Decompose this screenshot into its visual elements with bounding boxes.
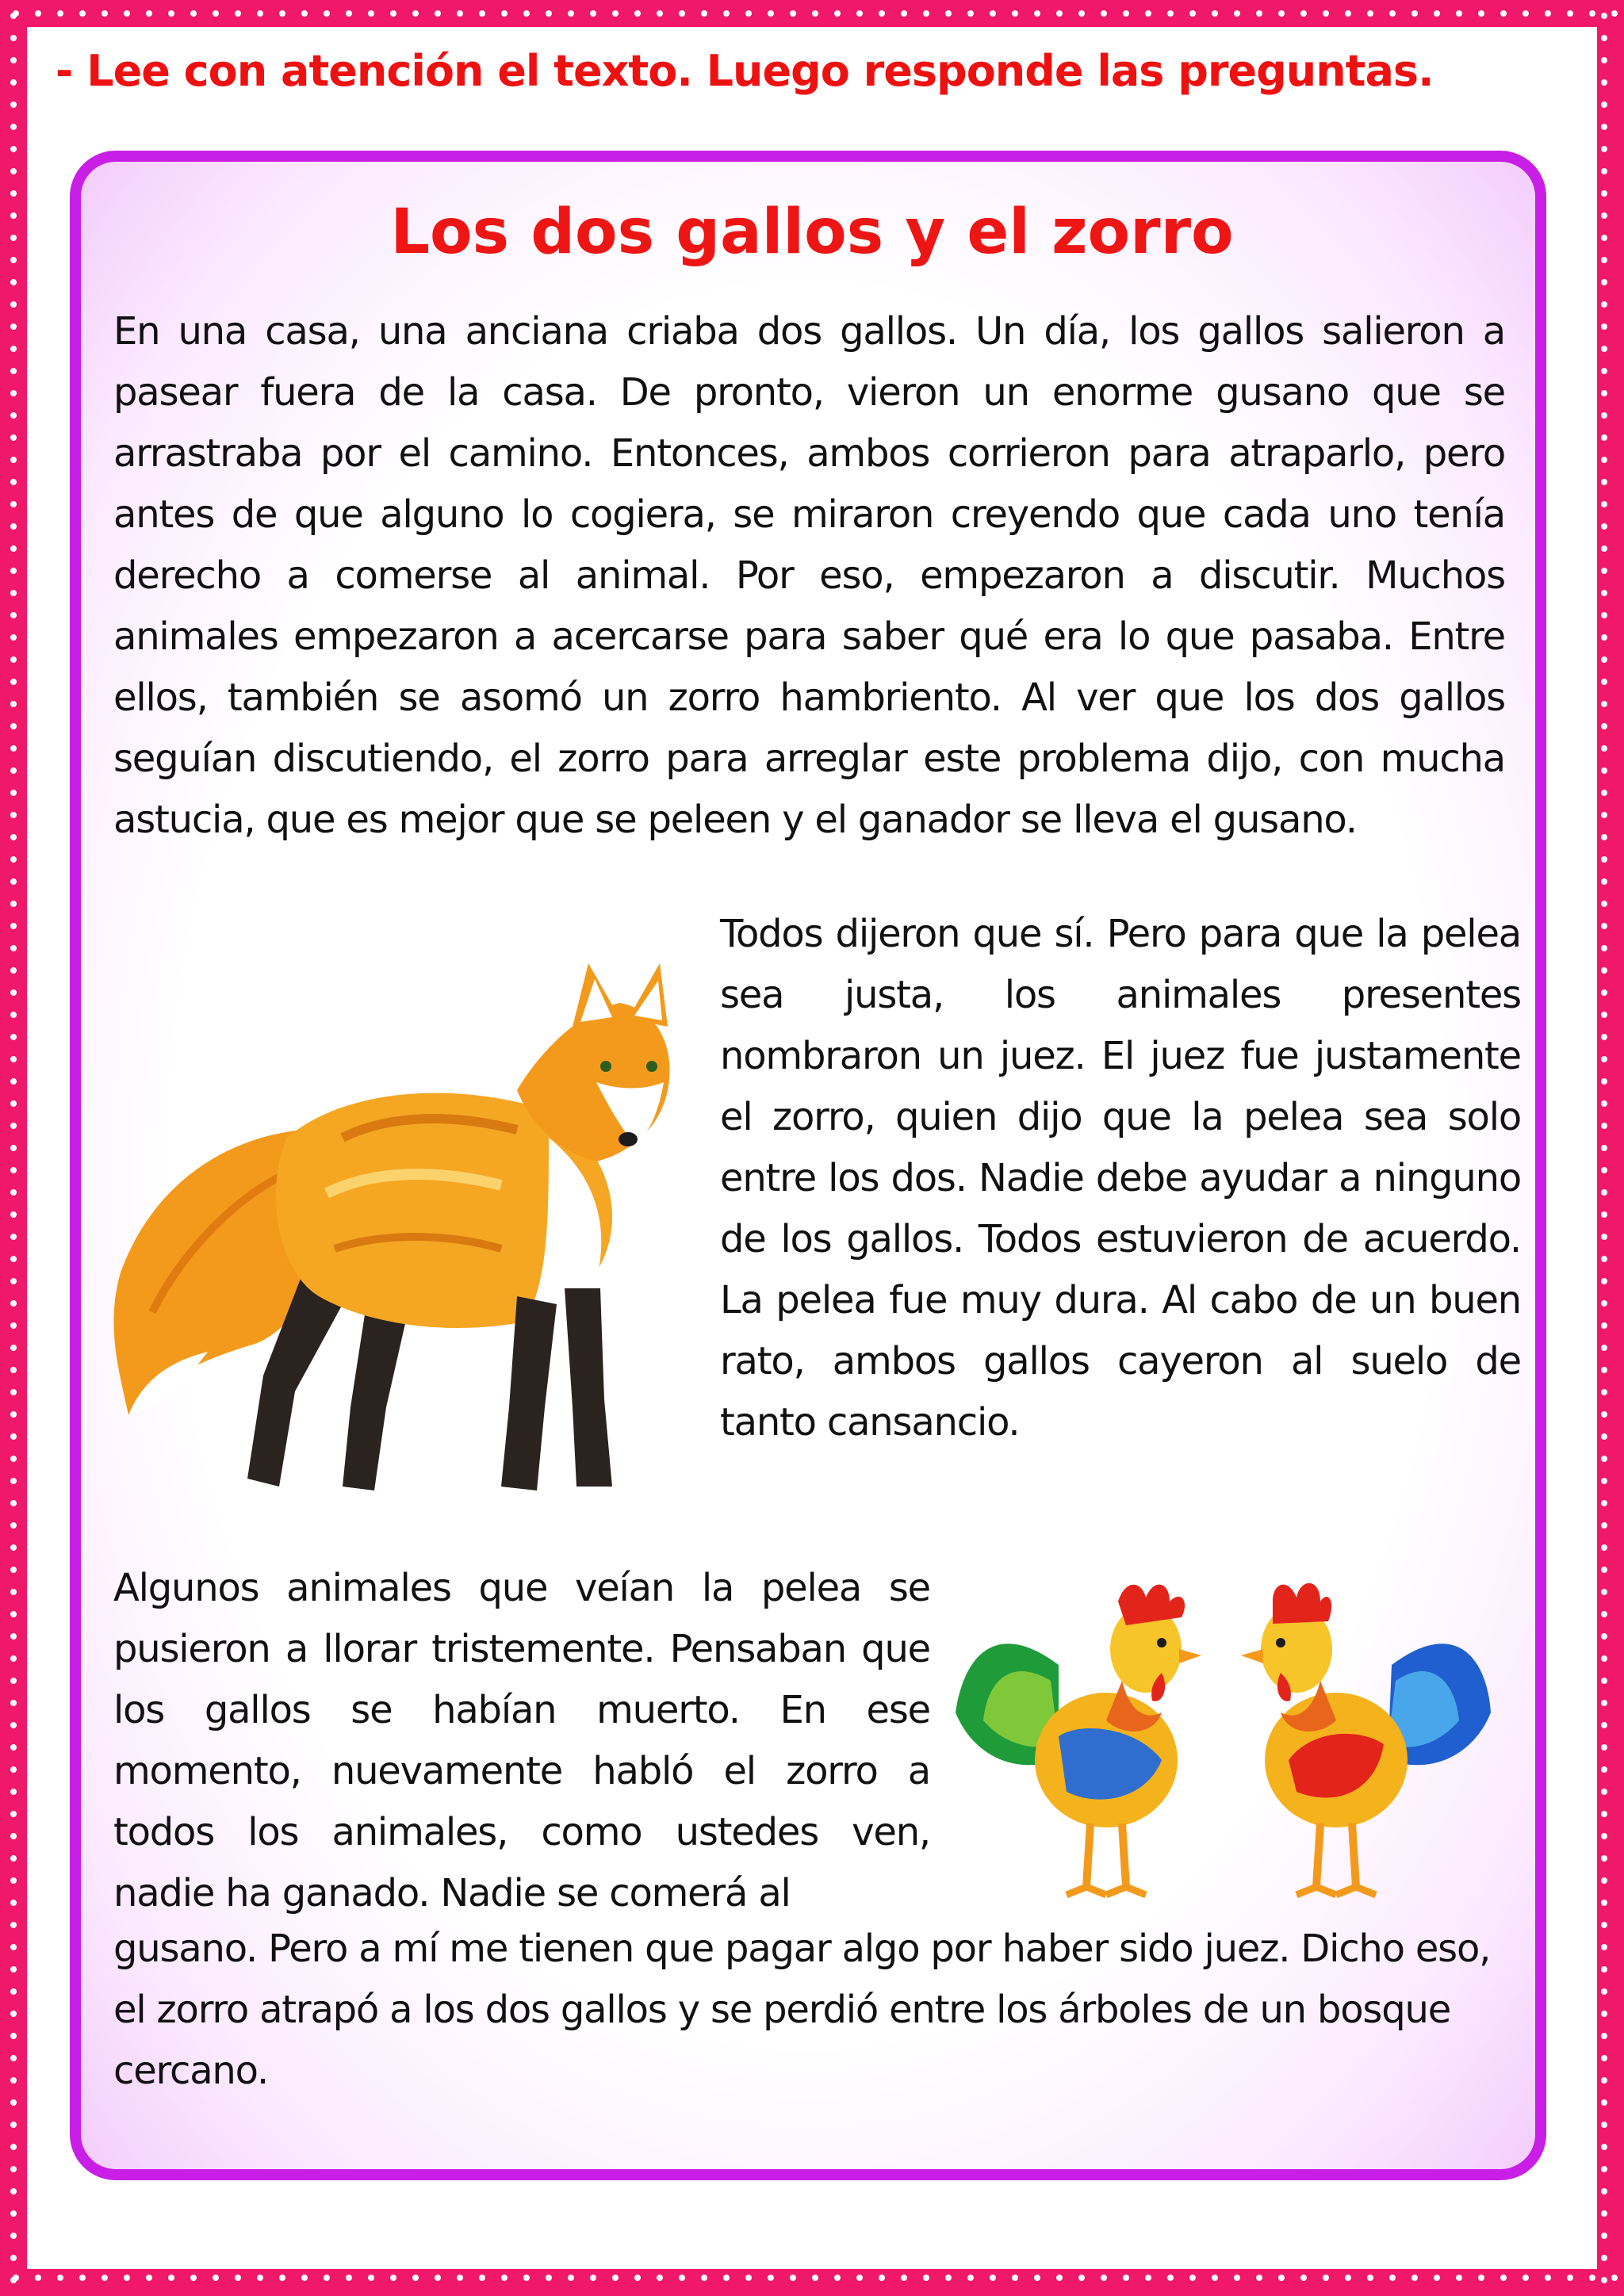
story-paragraph-3: Algunos animales que veían la pelea se pusieron a llorar tristemente. Pensaban que los gallos se habían muerto. En ese momento, nuevamente habló el zorro a todos los animales, como ustedes ven, nadie ha ganado. Nadie se comerá al bbox=[113, 1566, 930, 1915]
story-paragraph-4: gusano. Pero a mí me tienen que pagar algo por haber sido juez. Dicho eso, el zorro atrapó a los dos gallos y se perdió entre los árboles de un bosque cercano. bbox=[113, 1927, 1491, 2093]
story-paragraph-1: En una casa, una anciana criaba dos gallos. Un día, los gallos salieron a pasear fuera de la casa. De pronto, vieron un enorme gusano que se arrastraba por el camino. Entonces, ambos corrieron para atraparlo, pero antes de que alguno lo cogiera, se miraron creyendo que cada uno tenía derecho a comerse al animal. Por eso, empezaron a discutir. Muchos animales empezaron a acercarse para saber qué era lo que pasaba. Entre ellos, también se asomó un zorro hambriento. Al ver que los dos gallos seguían discutiendo, el zorro para arreglar este problema dijo, con mucha astucia, que es mejor que se peleen y el ganador se lleva el gusano. bbox=[113, 309, 1505, 842]
story-paragraph-2: Todos dijeron que sí. Pero para que la pelea sea justa, los animales presentes nombraron un juez. El juez fue justamente el zorro, quien dijo que la pelea sea solo entre los dos. Nadie debe ayudar a ninguno de los gallos. Todos estuvieron de acuerdo. La pelea fue muy dura. Al cabo de un buen rato, ambos gallos cayeron al suelo de tanto cansancio. bbox=[720, 912, 1521, 1445]
story-title: Los dos gallos y el zorro bbox=[390, 197, 1234, 268]
two-roosters-illustration bbox=[948, 1554, 1495, 1927]
instruction-text: - Lee con atención el texto. Luego responde las preguntas. bbox=[56, 46, 1434, 96]
fox-illustration bbox=[105, 932, 691, 1502]
